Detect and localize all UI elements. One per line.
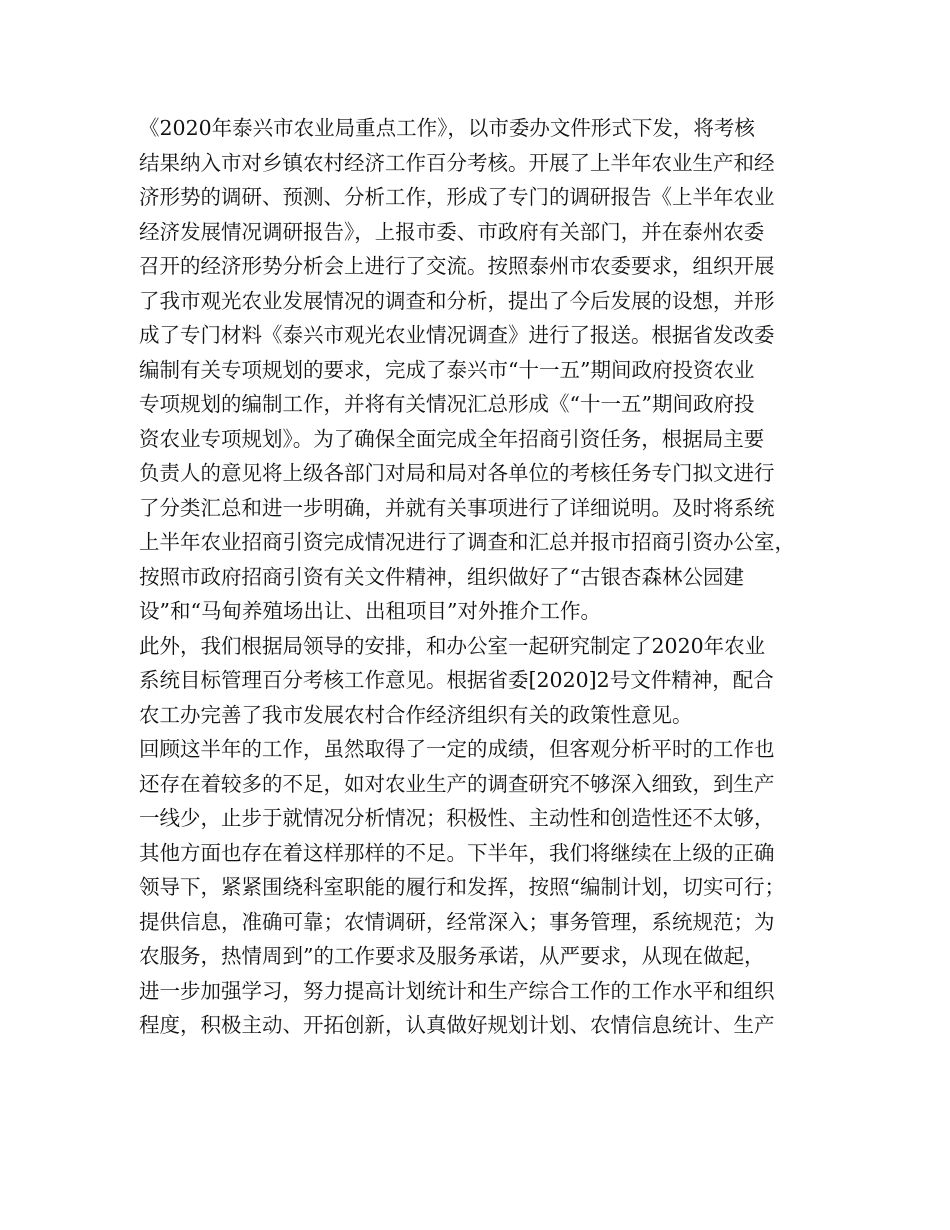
- text-line: 编制有关专项规划的要求，完成了泰兴市“十一五”期间政府投资农业: [139, 357, 755, 382]
- text-line: 按照市政府招商引资有关文件精神，组织做好了“古银杏森林公园建: [139, 564, 744, 589]
- text-line: 资农业专项规划》。为了确保全面完成全年招商引资任务，根据局主要: [139, 426, 765, 451]
- text-line: 成了专门材料《泰兴市观光农业情况调查》进行了报送。根据省发改委: [139, 323, 775, 347]
- text-line: 农工办完善了我市发展农村合作经济组织有关的政策性意见。: [139, 702, 693, 727]
- body-text: [139, 111, 829, 1043]
- text-line: 了分类汇总和进一步明确，并就有关事项进行了详细说明。及时将系统: [139, 495, 775, 520]
- text-line: 了我市观光农业发展情况的调查和分析，提出了今后发展的设想，并形: [139, 288, 775, 313]
- text-line: 提供信息，准确可靠；农情调研，经常深入；事务管理，系统规范；为: [139, 909, 775, 934]
- text-line: 济形势的调研、预测、分析工作，形成了专门的调研报告《上半年农业: [139, 185, 775, 209]
- text-line: 其他方面也存在着这样那样的不足。下半年，我们将继续在上级的正确: [139, 840, 775, 865]
- text-line: 回顾这半年的工作，虽然取得了一定的成绩，但客观分析平时的工作也: [139, 737, 775, 761]
- text-line: 此外，我们根据局领导的安排，和办公室一起研究制定了2020年农业: [139, 633, 766, 658]
- text-line: 一线少，止步于就情况分析情况；积极性、主动性和创造性还不太够，: [139, 806, 775, 830]
- text-line: 结果纳入市对乡镇农村经济工作百分考核。开展了上半年农业生产和经: [139, 150, 775, 175]
- text-line: 领导下，紧紧围绕科室职能的履行和发挥，按照“编制计划，切实可行；: [139, 875, 785, 899]
- text-line: 设”和“马甸养殖场出让、出租项目”对外推介工作。: [139, 599, 601, 623]
- text-line: 进一步加强学习，努力提高计划统计和生产综合工作的工作水平和组织: [139, 978, 775, 1003]
- text-line: 系统目标管理百分考核工作意见。根据省委[2020]2号文件精神，配合: [139, 668, 774, 692]
- text-line: 上半年农业招商引资完成情况进行了调查和汇总并报市招商引资办公室，: [139, 530, 795, 554]
- text-line: 召开的经济形势分析会上进行了交流。按照泰州市农委要求，组织开展: [139, 254, 775, 278]
- text-line: 负责人的意见将上级各部门对局和局对各单位的考核任务专门拟文进行: [139, 461, 775, 485]
- text-line: 专项规划的编制工作，并将有关情况汇总形成《“十一五”期间政府投: [139, 392, 755, 416]
- text-line: 经济发展情况调研报告》，上报市委、市政府有关部门，并在泰州农委: [139, 219, 765, 244]
- text-line: 程度，积极主动、开拓创新，认真做好规划计划、农情信息统计、生产: [139, 1013, 775, 1037]
- text-line: 还存在着较多的不足，如对农业生产的调查研究不够深入细致，到生产: [139, 771, 775, 796]
- text-line: 《2020年泰兴市农业局重点工作》，以市委办文件形式下发，将考核: [139, 116, 755, 140]
- text-line: 农服务，热情周到”的工作要求及服务承诺，从严要求，从现在做起，: [139, 944, 765, 968]
